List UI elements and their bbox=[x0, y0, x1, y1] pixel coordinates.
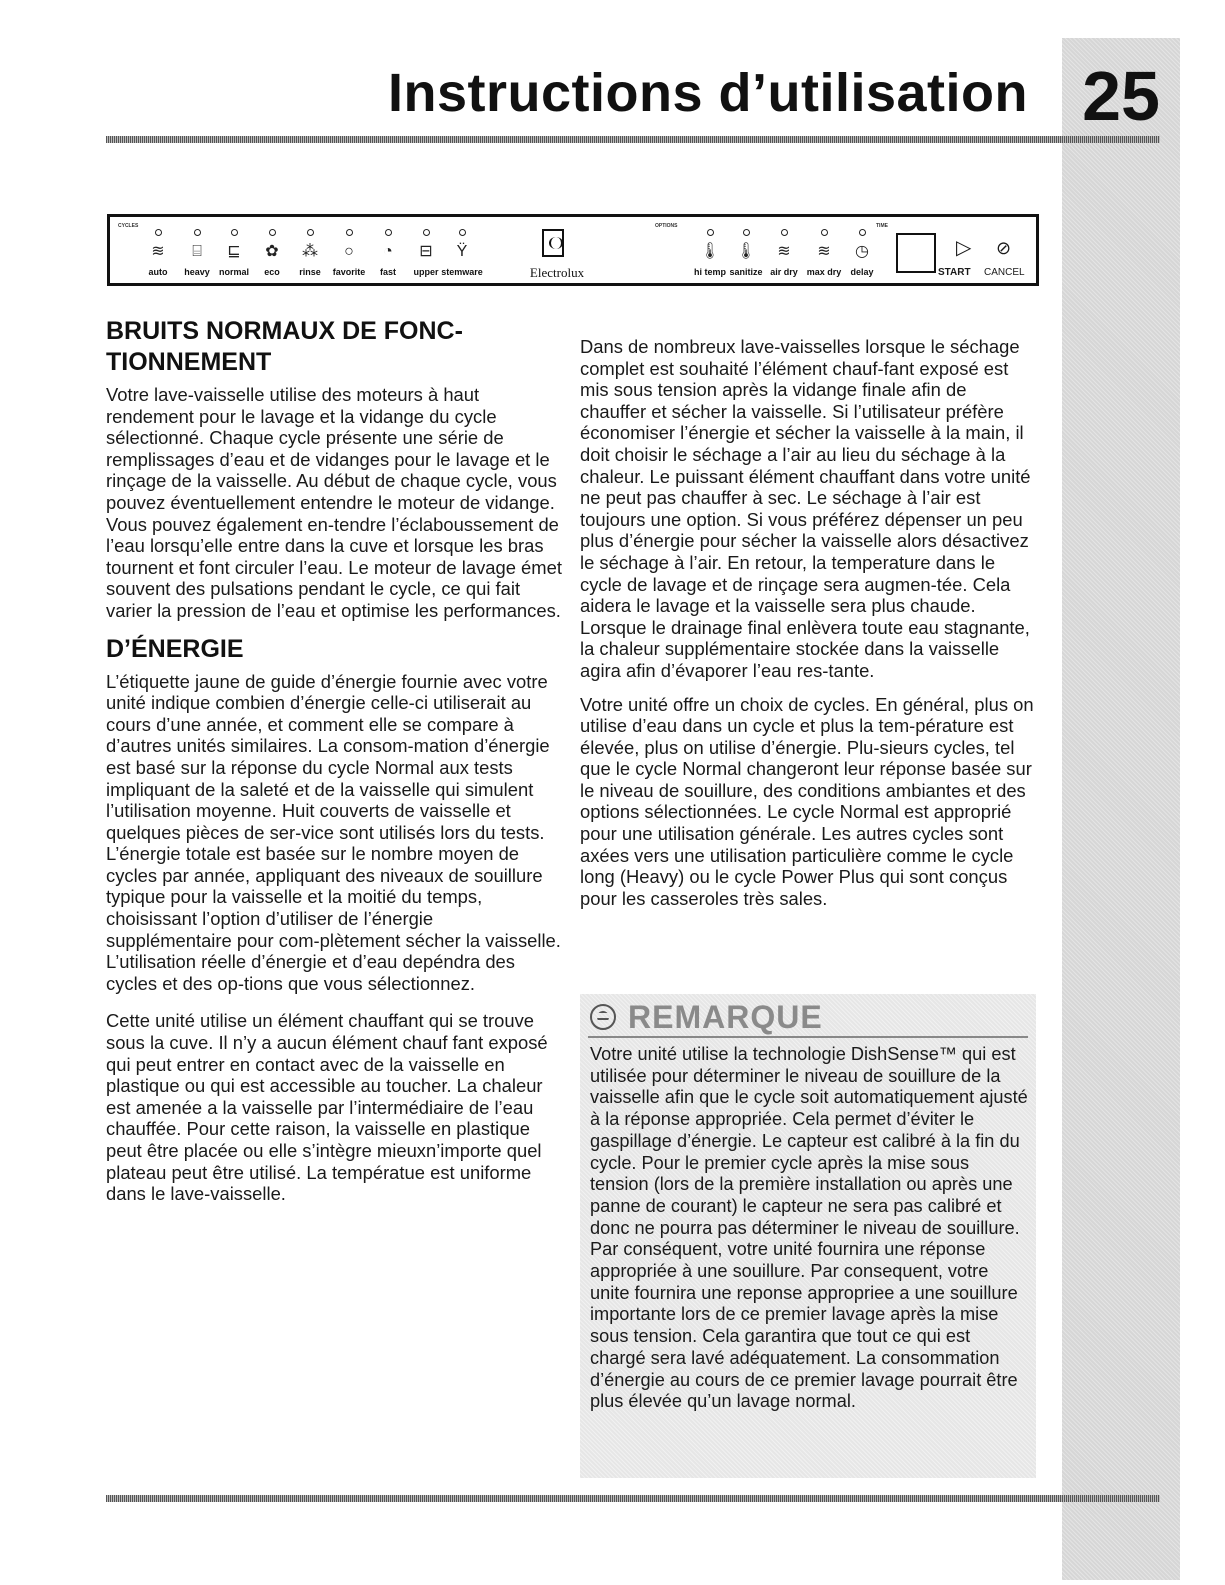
cycle-label: rinse bbox=[299, 267, 321, 277]
hi-temp-led bbox=[707, 229, 714, 236]
option-label: max dry bbox=[806, 267, 842, 277]
note-title: REMARQUE bbox=[628, 998, 823, 1035]
paragraph-bruits: Votre lave-vaisselle utilise des moteurs à haut rendement pour le lavage et la vidange du cycle sélectionné. Chaque cycle présente une série de remplissages d’eau et de vidanges pour le lavage et le rinçage de la vaisselle. Au début de chaque cycle, vous pouvez éventuellement entendre le moteur de vidange. Vous pouvez également en-tendre l’éclaboussement de l’eau lorsqu’elle entre dans la cuve et lorsque les bras tournent et font circuler l’eau. Le moteur de lavage émet souvent des pulsations pendant le cycle, ce qui fait varier la pression de l’eau et optimise les performances. bbox=[106, 384, 562, 621]
cycle-label: fast bbox=[379, 267, 396, 277]
paragraph-element-chauffant: Cette unité utilise un élément chauffant qui se trouve sous la cuve. Il n’y a aucun élément chauf fant exposé qui peut entrer en contact avec de la vaisselle en plastique ou qui est accessible au toucher. La chaleur est amenée a la vaisselle par l’intermédiaire de l’eau chauffée. Pour cette raison, la vaisselle en plastique peut être placée ou elle s’intègre mieuxn’importe quel plateau peut être utilisé. La températue est uniforme dans le lave-vaisselle. bbox=[106, 1010, 548, 1205]
air-dry-icon: ≋ bbox=[777, 243, 791, 260]
time-label: TIME bbox=[876, 223, 888, 229]
auto-icon: ≋ bbox=[151, 243, 165, 260]
upper-led bbox=[423, 229, 430, 236]
hi-temp-icon: 🌡 bbox=[699, 243, 721, 260]
cycles-label: CYCLES bbox=[118, 223, 139, 229]
fast-icon: ◔ bbox=[383, 243, 393, 260]
cycle-label: auto bbox=[148, 267, 168, 277]
auto-led bbox=[155, 229, 162, 236]
cycle-label: eco bbox=[264, 267, 280, 277]
delay-led bbox=[859, 229, 866, 236]
cycle-label: stemware bbox=[441, 267, 483, 277]
paragraph-etiquette: L’étiquette jaune de guide d’énergie fournie avec votre unité indique combien d’énergie celle-ci utiliserait au cours d’une année, et comment elle se compare à d’autres unités similaires. La consom-mation d’énergie est basé sur la réponse du cycle Normal aux tests impliquant de la saleté et de la vaisselle qui simulent l’utilisation moyenne. Huit couverts de vaisselle et quelques pièces de ser-vice sont utilisés lors du tests. L’énergie totale est basée sur le nombre moyen de cycles par année, appliquant des niveaux de souillure typique pour la vaisselle et la moitié du temps, choisissant l’option d’utiliser de l’énergie supplémentaire pour com-plètement sécher la vaisselle. L’utilisation réelle d’énergie et d’eau depéndra des cycles et des op-tions que vous sélectionnez. bbox=[106, 670, 561, 994]
page-title: Instructions d’utilisation bbox=[387, 63, 1028, 123]
options-label: OPTIONS bbox=[655, 223, 678, 229]
cycle-label: favorite bbox=[332, 267, 366, 277]
stemware-led bbox=[459, 229, 466, 236]
brand-name: Electrolux bbox=[529, 265, 585, 280]
cycle-label: heavy bbox=[184, 267, 210, 277]
note-icon bbox=[590, 1004, 616, 1030]
top-rule bbox=[106, 136, 1160, 143]
favorite-led bbox=[346, 229, 353, 236]
heading-bruits: BRUITS NORMAUX DE FONC-TIONNEMENT bbox=[106, 317, 463, 376]
fast-led bbox=[385, 229, 392, 236]
delay-icon: ◷ bbox=[855, 243, 869, 260]
cancel-label: CANCEL bbox=[984, 267, 1025, 278]
left-column bbox=[106, 316, 562, 1217]
start-icon: ▷ bbox=[956, 237, 972, 259]
air-dry-led bbox=[781, 229, 788, 236]
option-label: sanitize bbox=[729, 267, 763, 277]
rinse-icon: ⁂ bbox=[302, 243, 318, 260]
note-box bbox=[580, 994, 1036, 1478]
heavy-led bbox=[194, 229, 201, 236]
option-label: delay bbox=[850, 267, 874, 277]
max-dry-led bbox=[821, 229, 828, 236]
control-panel-diagram bbox=[107, 214, 1039, 286]
note-divider bbox=[588, 1036, 1028, 1038]
paragraph-sechage: Dans de nombreux lave-vaisselles lorsque le séchage complet est souhaité l’élément chauf-fant exposé est mis sous tension après la vidange finale afin de chauffer et sécher la vaisselle. Si l’utilisateur préfère économiser l’énergie et sécher la vaisselle à la main, il doit choisir le séchage a l’air au lieu du séchage à la chaleur. Le puissant élément chauffant dans votre unité ne peut pas chauffer à sec. Le séchage à l’air est toujours une option. Si vous préférez dépenser un peu plus d’énergie pour sécher la vaisselle alors désactivez le séchage à l’air. En retour, la temperature dans le cycle de lavage et de rinçage sera augmen-tée. Cela aidera le lavage et la vaisselle sera plus chaude. Lorsque le drainage final enlèvera toute eau stagnante, la chaleur supplémentaire stockée dans la vaisselle agira afin d’évaporer l’eau res-tante. bbox=[580, 336, 1031, 681]
eco-led bbox=[269, 229, 276, 236]
cycle-label: upper bbox=[413, 267, 439, 277]
option-label: hi temp bbox=[693, 267, 726, 277]
cycle-label: normal bbox=[218, 267, 249, 277]
normal-led bbox=[231, 229, 238, 236]
cancel-icon: ⊘ bbox=[996, 238, 1012, 258]
right-column bbox=[580, 336, 1036, 921]
heading-energie: D’ÉNERGIE bbox=[106, 634, 244, 663]
option-label: air dry bbox=[770, 267, 798, 277]
rinse-led bbox=[307, 229, 314, 236]
bottom-rule bbox=[106, 1495, 1160, 1502]
sanitize-led bbox=[743, 229, 750, 236]
sanitize-icon: 🌡 bbox=[735, 243, 757, 260]
note-body: Votre unité utilise la technologie DishSense™ qui est utilisée pour déterminer le niveau de souillure de la vaisselle afin que le cycle soit automatiquement ajusté à la réponse appropriée. Cela permet d’éviter le gaspillage d’énergie. Le capteur est calibré à la fin du cycle. Pour le premier cycle après la mise sous tension (lors de la première installation ou après une panne de courant) le capteur ne sera pas calibré et donc ne pourra pas déterminer le niveau de souillure. Par conséquent, votre unité fournira une réponse appropriée à une souillure. Par consequent, votre unite fournira une reponse appropriee a une souillure importante lors de ce premier lavage après la mise sous tension. Cela garantira que tout ce qui est chargé sera lavé adéquatement. La consommation d’énergie au cours de ce premier lavage pourrait être plus élevée qu’un lavage normal. bbox=[590, 1044, 1028, 1412]
favorite-icon: ○ bbox=[344, 243, 354, 260]
heavy-icon: ⌸ bbox=[192, 243, 202, 260]
side-tab bbox=[1062, 38, 1180, 1580]
start-label: START bbox=[938, 267, 971, 278]
upper-icon: ⊟ bbox=[419, 243, 433, 260]
eco-icon: ✿ bbox=[265, 243, 279, 260]
max-dry-icon: ≋ bbox=[817, 243, 831, 260]
normal-icon: ⊑ bbox=[227, 243, 241, 260]
paragraph-cycles: Votre unité offre un choix de cycles. En général, plus on utilise d’eau dans un cycle et plus la tem-pérature est élevée, plus on utilise d’énergie. Plu-sieurs cycles, tel que le cycle Normal changeront leur réponse basée sur le niveau de souillure, des conditions ambiantes et des options sélectionnées. Le cycle Normal est approprié pour une utilisation générale. Les autres cycles sont axées vers une utilisation particulière comme le cycle long (Heavy) ou le cycle Power Plus qui sont conçus pour les casseroles très sales. bbox=[580, 693, 1034, 909]
time-display bbox=[896, 233, 936, 273]
note-header bbox=[590, 1000, 823, 1034]
page-number: 25 bbox=[1082, 57, 1160, 135]
stemware-icon: Ÿ bbox=[456, 243, 468, 260]
electrolux-logo-icon bbox=[542, 229, 564, 257]
